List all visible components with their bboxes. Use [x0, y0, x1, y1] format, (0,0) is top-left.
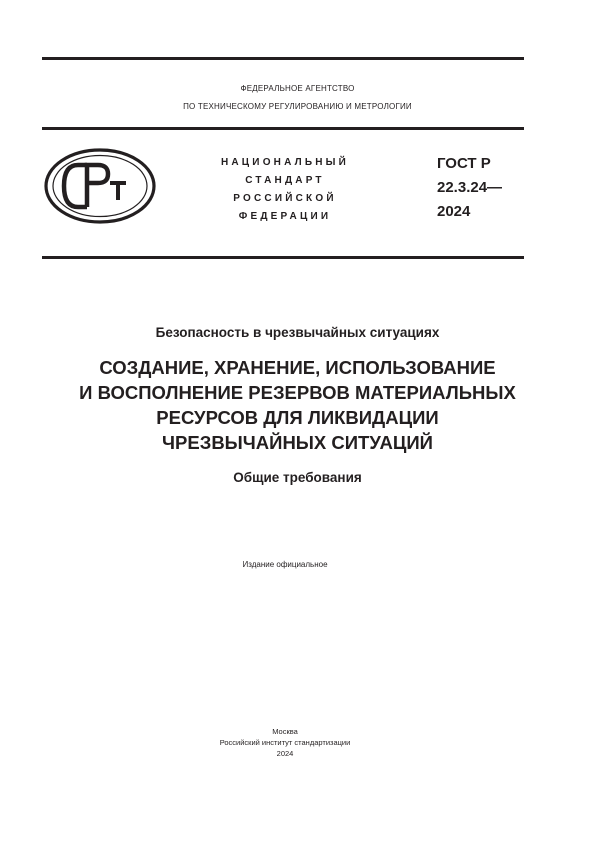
- document-subtitle: Общие требования: [233, 470, 362, 485]
- gost-prefix: ГОСТ Р: [437, 155, 491, 172]
- imprint-publisher: Российский институт стандартизации: [219, 738, 351, 747]
- document-title-line-3: РЕСУРСОВ ДЛЯ ЛИКВИДАЦИИ: [156, 407, 439, 428]
- agency-line-2: ПО ТЕХНИЧЕСКОМУ РЕГУЛИРОВАНИЮ И МЕТРОЛОГИИ: [183, 102, 412, 111]
- header-rule: [42, 127, 524, 130]
- series-title: Безопасность в чрезвычайных ситуациях: [155, 325, 440, 340]
- national-standard-line-3: РОССИЙСКОЙ: [233, 193, 337, 204]
- bottom-rule: [42, 256, 524, 259]
- document-title-line-4: ЧРЕЗВЫЧАЙНЫХ СИТУАЦИЙ: [162, 432, 433, 453]
- top-rule: [42, 57, 524, 60]
- document-title-line-1: СОЗДАНИЕ, ХРАНЕНИЕ, ИСПОЛЬЗОВАНИЕ: [99, 357, 496, 378]
- national-standard-line-2: СТАНДАРТ: [245, 175, 325, 186]
- national-standard-line-4: ФЕДЕРАЦИИ: [238, 211, 332, 222]
- rst-gost-mark-icon: [44, 148, 156, 224]
- imprint-city: Москва: [272, 727, 298, 736]
- edition-note: Издание официальное: [242, 560, 328, 569]
- document-title-line-2: И ВОСПОЛНЕНИЕ РЕЗЕРВОВ МАТЕРИАЛЬНЫХ: [79, 382, 516, 403]
- imprint-year: 2024: [276, 749, 294, 758]
- agency-line-1: ФЕДЕРАЛЬНОЕ АГЕНТСТВО: [240, 84, 355, 93]
- gost-year: 2024: [437, 203, 471, 220]
- gost-number: 22.3.24—: [437, 179, 503, 196]
- national-standard-line-1: НАЦИОНАЛЬНЫЙ: [220, 157, 350, 168]
